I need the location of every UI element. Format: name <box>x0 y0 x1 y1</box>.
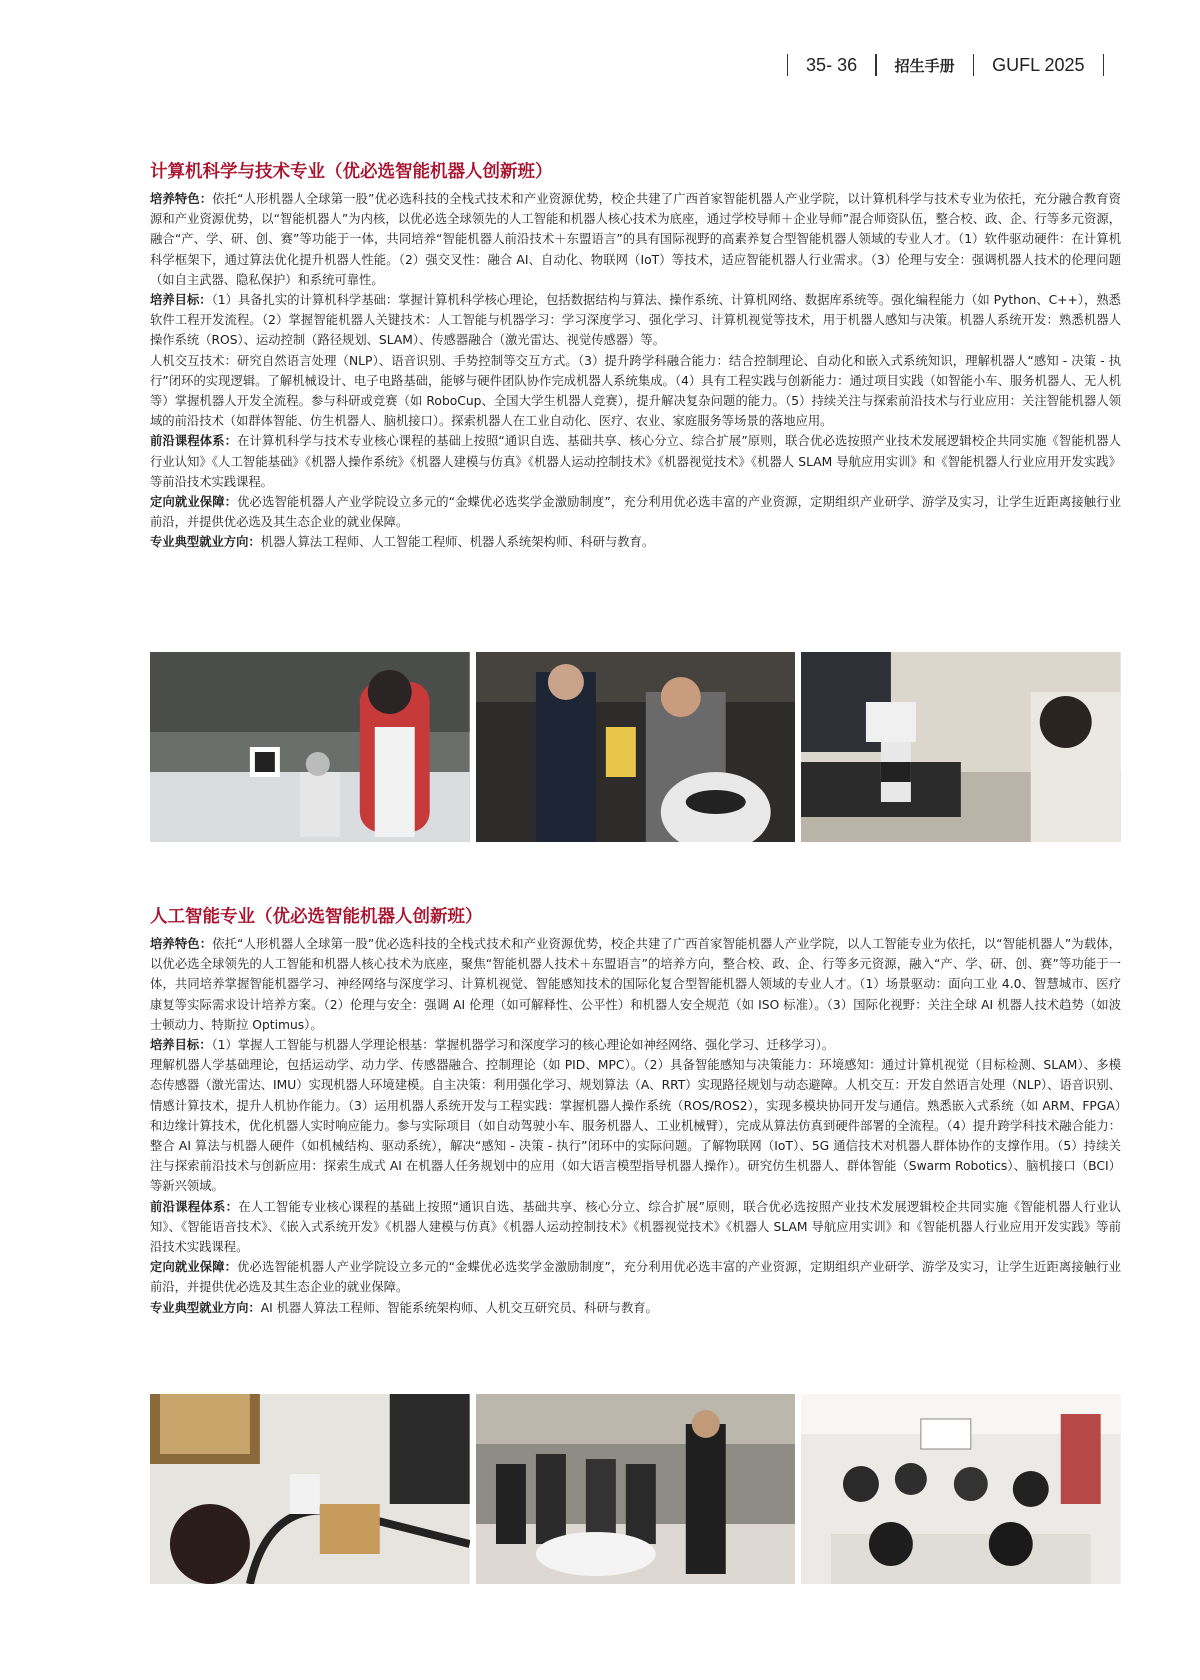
career-paragraph <box>150 1298 1121 1318</box>
photo-students-humanoid-robot <box>801 652 1121 842</box>
employ-paragraph <box>150 492 1121 532</box>
page-header <box>769 52 1122 78</box>
feature-text: 依托“人形机器人全球第一股”优必选科技的全栈式技术和产业资源优势，校企共建了广西首家智能机器人产业学院，以计算机科学与技术专业为依托，充分融合教育资源和产业资源优势，以“智能机器人”为内核，以优必选全球领先的人工智能和机器人核心技术为底座，通过学校导师＋企业导师”混合师资队伍，整合校、政、企、行等多元资源，融合“产、学、研、创、赛”等功能于一体，共同培养“智能机器人前沿技术＋东盟语言”的具有国际视野的高素养复合型智能机器人领域的专业人才。（1）软件驱动硬件：在计算机科学框架下，通过算法优化提升机器人性能。（2）强交叉性：融合 AI、自动化、物联网（IoT）等技术，适应智能机器人行业需求。（3）伦理与安全：强调机器人技术的伦理问题（如自主武器、隐私保护）和系统可靠性。 <box>150 192 1121 287</box>
goal-paragraph <box>150 1035 1121 1055</box>
career-text: 机器人算法工程师、人工智能工程师、机器人系统架构师、科研与教育。 <box>260 535 655 550</box>
photo-students-robot-track <box>150 1394 470 1584</box>
course-text: 在人工智能专业核心课程的基础上按照“通识自选、基础共享、核心分立、综合扩展”原则，联合优必选按照产业技术发展逻辑校企共同实施《智能机器人行业认知》、《智能语音技术》、《嵌入式系统开发》《机器人建模与仿真》《机器人运动控制技术》《机器视觉技术》《机器人 SLAM 导航应用实训》和《智能机器人行业应用开发实践》等前沿技术实践课程。 <box>150 1199 1121 1255</box>
course-label: 前沿课程体系： <box>150 1199 239 1214</box>
goal-text: （1）掌握人工智能与机器人学理论根基：掌握机器学习和深度学习的核心理论如神经网络、强化学习、迁移学习）。 <box>211 1038 835 1053</box>
photo-robot-showroom-tour <box>476 1394 796 1584</box>
photo-lecturer-service-robot <box>476 652 796 842</box>
goal-paragraph-cont: 人机交互技术：研究自然语言处理（NLP）、语音识别、手势控制等交互方式。（3）提升跨学科融合能力：结合控制理论、自动化和嵌入式系统知识，理解机器人“感知 - 决策 - 执行”闭环的实现逻辑。了解机械设计、电子电路基础，能够与硬件团队协作完成机器人系统集成。（4）具有工程实践与创新能力：通过项目实践（如智能小车、服务机器人、无人机等）掌握机器人开发全流程。参与科研或竞赛（如 RoboCup、全国大学生机器人竞赛），提升解决复杂问题的能力。（5）持续关注与探索前沿技术与行业应用：关注智能机器人领域的前沿技术（如群体智能、仿生机器人、脑机接口）。探索机器人在工业自动化、医疗、农业、家庭服务等场景的落地应用。 <box>150 353 1121 429</box>
goal-label: 培养目标： <box>150 293 212 308</box>
header-divider <box>875 54 877 76</box>
employ-text: 优必选智能机器人产业学院设立多元的“金蝶优必选奖学金激励制度”，充分利用优必选丰富的产业资源，定期组织产业研学、游学及实习，让学生近距离接触行业前沿，并提供优必选及其生态企业的就业保障。 <box>150 1260 1121 1295</box>
career-label: 专业典型就业方向： <box>150 535 261 550</box>
brand-label: GUFL 2025 <box>992 54 1085 75</box>
feature-paragraph <box>150 934 1121 1035</box>
goal-paragraph-cont: 理解机器人学基础理论，包括运动学、动力学、传感器融合、控制理论（如 PID、MPC）。（2）具备智能感知与决策能力：环境感知：通过计算机视觉（目标检测、SLAM）、多模态传感器（激光雷达、IMU）实现机器人环境建模。自主决策：利用强化学习、规划算法（A、RRT）实现路径规划与动态避障。人机交互：开发自然语言处理（NLP）、语音识别、情感计算技术，提升人机协作能力。（3）运用机器人系统开发与工程实践：掌握机器人操作系统（ROS/ROS2），实现多模块协同开发与通信。熟悉嵌入式系统（如 ARM、FPGA）和边缘计算技术，优化机器人实时响应能力。参与实际项目（如自动驾驶小车、服务机器人、工业机械臂），完成从算法仿真到硬件部署的全流程。（4）提升跨学科技术融合能力：整合 AI 算法与机器人硬件（如机械结构、驱动系统），解决“感知 - 决策 - 执行”闭环中的实际问题。了解物联网（IoT）、5G 通信技术对机器人群体协作的支撑作用。（5）持续关注与探索前沿技术与创新应用：探索生成式 AI 在机器人任务规划中的应用（如大语言模型指导机器人操作）。研究仿生机器人、群体智能（Swarm Robotics）、脑机接口（BCI）等新兴领域。 <box>150 1058 1121 1194</box>
course-paragraph <box>150 1197 1121 1258</box>
handbook-title: 招生手册 <box>894 57 955 75</box>
employ-label: 定向就业保障： <box>150 495 238 510</box>
career-text: AI 机器人算法工程师、智能系统架构师、人机交互研究员、科研与教育。 <box>260 1300 658 1315</box>
photo-student-robot-booth <box>150 652 470 842</box>
goal-label: 培养目标： <box>150 1038 212 1053</box>
employ-paragraph <box>150 1257 1121 1297</box>
course-text: 在计算机科学与技术专业核心课程的基础上按照“通识自选、基础共享、核心分立、综合扩展”原则，联合优必选按照产业技术发展逻辑校企共同实施《智能机器人行业认知》《人工智能基础》《机器人操作系统》《机器人建模与仿真》《机器人运动控制技术》《机器视觉技术》《机器人 SLAM 导航应用实训》和《智能机器人行业应用开发实践》等前沿技术实践课程。 <box>150 434 1121 489</box>
feature-paragraph <box>150 189 1121 290</box>
header-divider <box>787 54 789 76</box>
feature-text: 依托“人形机器人全球第一股”优必选科技的全栈式技术和产业资源优势，校企共建了广西首家智能机器人产业学院，以人工智能专业为依托，以“智能机器人”为载体，以优必选全球领先的人工智能和机器人核心技术为底座，聚焦“智能机器人技术＋东盟语言”的培养方向，整合校、政、企、行等多元资源，融入“产、学、研、创、赛”等功能于一体，共同培养掌握智能机器学习、神经网络与深度学习、计算机视觉、智能感知技术的国际化复合型智能机器人领域的专业人才。（1）场景驱动：面向工业 4.0、智慧城市、医疗康复等实际需求设计培养方案。（2）伦理与安全：强调 AI 伦理（如可解释性、公平性）和机器人安全规范（如 ISO 标准）。（3）国际化视野：关注全球 AI 机器人技术趋势（如波士顿动力、特斯拉 Optimus）。 <box>150 937 1121 1032</box>
photo-row-1 <box>150 652 1121 842</box>
section-title: 人工智能专业（优必选智能机器人创新班） <box>150 907 483 927</box>
header-divider <box>973 54 975 76</box>
header-divider <box>1103 54 1105 76</box>
career-paragraph <box>150 532 1121 552</box>
major-section-ai <box>150 906 1121 1318</box>
employ-text: 优必选智能机器人产业学院设立多元的“金蝶优必选奖学金激励制度”，充分利用优必选丰富的产业资源，定期组织产业研学、游学及实习，让学生近距离接触行业前沿，并提供优必选及其生态企业的就业保障。 <box>150 495 1121 530</box>
goal-paragraph <box>150 290 1121 351</box>
feature-label: 培养特色： <box>150 192 213 206</box>
employ-label: 定向就业保障： <box>150 1260 238 1275</box>
section-title: 计算机科学与技术专业（优必选智能机器人创新班） <box>150 162 553 182</box>
photo-classroom-lecture <box>801 1394 1121 1584</box>
major-section-cs <box>150 161 1121 553</box>
section-body <box>150 189 1121 553</box>
course-paragraph <box>150 431 1121 492</box>
career-label: 专业典型就业方向： <box>150 1300 261 1315</box>
feature-label: 培养特色： <box>150 937 213 951</box>
page-numbers: 35- 36 <box>806 54 858 75</box>
course-label: 前沿课程体系： <box>150 434 238 449</box>
goal-text: （1）具备扎实的计算机科学基础：掌握计算机科学核心理论，包括数据结构与算法、操作系统、计算机网络、数据库系统等。强化编程能力（如 Python、C++），熟悉软件工程开发流程。（2）掌握智能机器人关键技术：人工智能与机器学习：学习深度学习、强化学习、计算机视觉等技术，用于机器人感知与决策。机器人系统开发：熟悉机器人操作系统（ROS）、运动控制（路径规划、SLAM）、传感器融合（激光雷达、视觉传感器）等。 <box>150 293 1121 348</box>
section-body <box>150 934 1121 1318</box>
photo-row-2 <box>150 1394 1121 1584</box>
